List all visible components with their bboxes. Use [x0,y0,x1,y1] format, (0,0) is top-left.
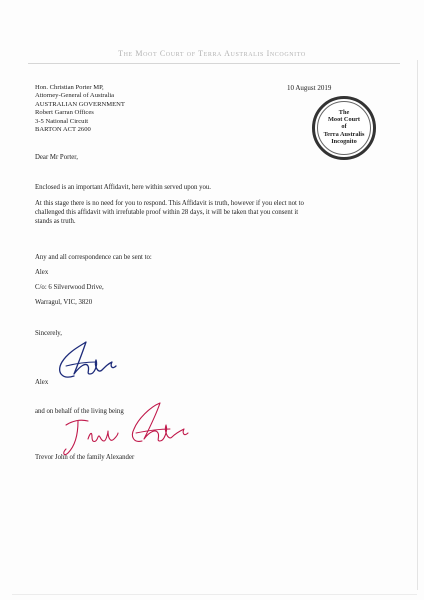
body-paragraph-2-line: At this stage there is no need for you to respond. This Affidavit is truth, however if you elect not to [35,200,304,207]
seal-line: Terra Australis [323,130,365,138]
correspondence-address: C/o: 6 Silverwood Drive, [35,284,104,291]
correspondence-address: Warragul, VIC, 3820 [35,299,93,306]
seal-line: Incognito [331,137,357,145]
letter-date: 10 August 2019 [287,84,332,92]
body-paragraph-1: Enclosed is an important Affidavit, here within served upon you. [35,184,211,191]
page-edge [12,594,417,595]
recipient-line: 3-5 National Circuit [35,117,89,125]
signature-alex [52,336,122,382]
behalf-statement: and on behalf of the living being [35,408,124,415]
seal-line: Moot Court [327,116,360,124]
recipient-line: Hon. Christian Porter MP, [35,84,104,91]
signer-name: Alex [35,379,49,386]
correspondence-name: Alex [35,269,49,276]
page-edge [417,60,418,590]
seal-text [315,109,373,145]
seal-line: of [341,123,347,131]
seal-line: The [338,109,350,116]
second-signer-name: Trevor John of the family Alexander [35,454,135,461]
closing-sincerely: Sincerely, [35,330,62,337]
recipient-line: Attorney-General of Australia [35,92,115,100]
body-paragraph-2-line: stands as truth. [35,218,76,225]
recipient-line: AUSTRALIAN GOVERNMENT [35,100,125,108]
letterhead-rule [28,63,400,64]
correspondence-intro: Any and all correspondence can be sent to: [35,254,152,261]
salutation: Dear Mr Porter, [35,154,78,161]
court-seal [312,96,376,160]
recipient-line: Robert Garran Offices [35,109,94,117]
letterhead-title: The Moot Court of Terra Australis Incognito [118,49,306,58]
recipient-line: BARTON ACT 2600 [35,126,91,134]
body-paragraph-2-line: challenged this affidavit with irrefutable proof within 28 days, it will be taken that you consent it [35,209,299,216]
recipient-address [35,84,125,134]
